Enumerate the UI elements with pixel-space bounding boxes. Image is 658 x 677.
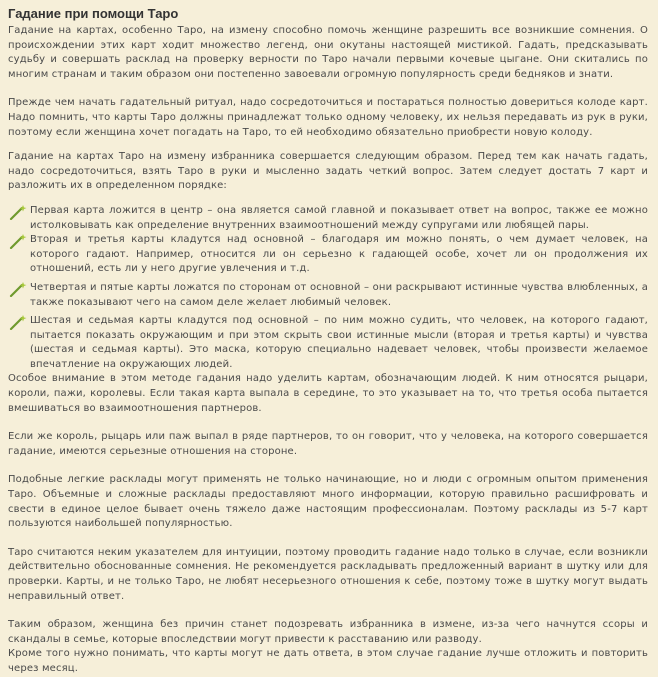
- paragraph-people-cards: Особое внимание в этом методе гадания надо уделить картам, обозначающим людей. К ним относятся рыцари, короли, пажи, королевы. Если такая карта выпала в середине, то это указывает на то, что третья особа пытается вмешиваться во взаимоотношения партнеров.: [8, 373, 648, 414]
- list-item-text: Четвертая и пятые карты ложатся по сторонам от основной – они раскрывают истинные чувства влюбленных, а также показывают чего на самом деле желает любимый человек.: [30, 281, 648, 308]
- list-item-text: Шестая и седьмая карты кладутся под основной – по ним можно судить, что человек, на которого гадают, пытается показать окружающим и при этом скрыть свои истинные мысли (вторая и третья карты) и чувства (шестая и седьмая карты). Это маска, которую специально надевает человек, чтобы произвести желаемое впечатление на окружающих людей.: [30, 315, 648, 370]
- paragraph-king-knight: Если же король, рыцарь или паж выпал в ряде партнеров, то он говорит, что у человека, на которого совершается гадание, имеются серьезные отношения на стороне.: [8, 431, 648, 457]
- paragraph-preparation: Прежде чем начать гадательный ритуал, надо сосредоточиться и постараться полностью довериться колоде карт. Надо помнить, что карты Таро должны принадлежат только одному человеку, их нельзя передавать из рук в руки, поэтому если женщина хочет погадать на Таро, то ей необходимо обязательно приобрести новую колоду.: [8, 97, 648, 138]
- list-item: [8, 204, 648, 233]
- paragraph-spreads: Подобные легкие расклады могут применять не только начинающие, но и люди с огромным опытом применения Таро. Объемные и сложные расклады предоставляют много информации, которую правильно расшифровать и свести в единое целое бывает очень тяжело даже настоящим профессионалам. Поэтому расклады из 5-7 карт пользуются наибольшей популярностью.: [8, 474, 648, 530]
- list-item: [8, 281, 648, 310]
- paragraph-postpone: Кроме того нужно понимать, что карты могут не дать ответа, в этом случае гадание лучше отложить и повторить через месяц.: [8, 648, 648, 674]
- paragraph-intuition: Таро считаются неким указателем для интуиции, поэтому проводить гадание надо только в случае, если возникли действительно обоснованные сомнения. Не рекомендуется раскладывать предложенный вариант в шутку или для проверки. Карты, и не только Таро, не любят несерьезного отношения к себе, поэтому тоже в шутку могут выдать неправильный ответ.: [8, 546, 648, 602]
- magic-wand-icon: [8, 281, 28, 297]
- magic-wand-icon: [8, 233, 28, 249]
- paragraph-suspicion: Таким образом, женщина без причин станет подозревать избранника в измене, из-за чего начнутся ссоры и скандалы в семье, которые впоследствии могут привести к расставанию или разводу.: [8, 619, 648, 645]
- list-item-text: Вторая и третья карты кладутся над основной – благодаря им можно понять, о чем думает человек, на которого гадают. Например, относится ли он серьезно к гадающей особе, хочет ли он продолжения их отношений, есть ли у него другие увлечения и т.д.: [30, 234, 648, 275]
- paragraph-intro: Гадание на картах, особенно Таро, на измену способно помочь женщине разрешить все возникшие сомнения. О происхождении этих карт ходит множество легенд, они окутаны настоящей мистикой. Гадать, предсказывать судьбу и совершать расклад на проверку верности по Таро начали первыми кочевые цыгане. Они скитались по многим странам и таким образом они постепенно завоевали огромную популярность среди бедняков и знати.: [8, 25, 648, 80]
- list-item-text: Первая карта ложится в центр – она является самой главной и показывает ответ на вопрос, также ее можно истолковывать как определение внутренних взаимоотношений между супругами или любящей пары.: [30, 204, 648, 231]
- magic-wand-icon: [8, 314, 28, 330]
- magic-wand-icon: [8, 204, 28, 220]
- article-title: Гадание при помощи Таро: [8, 6, 179, 21]
- list-item: [8, 233, 648, 277]
- paragraph-method: Гадание на картах Таро на измену избранника совершается следующим образом. Перед тем как начать гадать, надо сосредоточиться, взять Таро в руки и мысленно задать четкий вопрос. Затем следует достать 7 карт и разложить их в определенном порядке:: [8, 151, 648, 192]
- list-item: [8, 314, 648, 372]
